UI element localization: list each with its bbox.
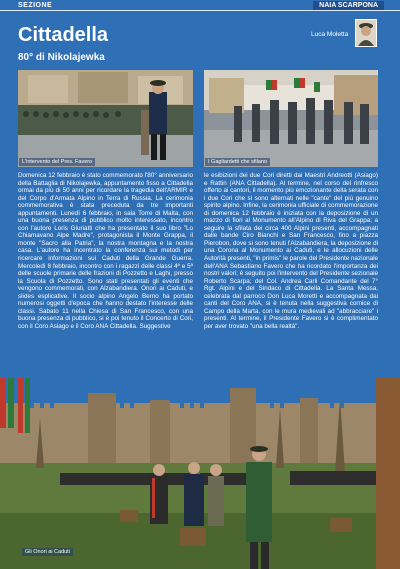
article-title: Cittadella xyxy=(18,24,109,46)
author-avatar xyxy=(355,19,377,47)
column-badge: NAIA SCARPONA xyxy=(313,1,384,10)
photo-honors xyxy=(0,378,400,569)
column-1-text: Domenica 12 febbraio è stato commemorato l'80° anniversario della Battaglia di Nikolajewka, appuntamento fisso a Cittadella ormai da più di 50 anni per ricordare la tragedia dell'ARMIR e del Corpo d'Armata Alpino in Terra di Russia. La cerimonia commemorativa è stata preceduta da tre importanti appuntamenti. Lunedì 6 febbraio, in sala Torre di Malta, con una buona presenza di pubblico molto interessato, incontro con l'autore Loris Giuriatti che ha presentato il suo libro "Lo Chiamavano Alpe Madre", protagonista il Monte Grappa, il monte "Sacro alla Patria", la nostra montagna e la nostra casa. L'autore ha incentrato la conferenza sui metodi per ricercare informazioni sui Caduti della Grande Guerra. Mercoledì 8 febbraio, incontro con i ragazzi delle classi 4ª e 5ª delle scuole primarie delle frazioni di Pozzetto e Laghi, presso la Scuola di Pozzetto. Sono stati presentati gli eventi che vengono commemorati, con Alzabandiera. Onori ai Caduti, e slides esplicative. Il socio alpino Angelo Berno ha portato numerosi oggetti d'epoca che hanno destato l'interesse delle classi. Sabato 11 nella Chiesa di San Francesco, con una buona presenza di pubblico, si è poi tenuto il Concerto di Cori, con il Coro Asiago e il Coro ANA Cittadella. Suggestive xyxy=(18,172,193,330)
caption-speech: L'intervento del Pres. Favero xyxy=(19,158,95,166)
column-2-text: le esibizioni dei due Cori diretti dai Maestri Andreotti (Asiago) e Rattin (ANA Cittadella). Al termine, nel corso del rinfresco offerto ai cantori, il momento più emozionante della serata con i due Cori che si sono alternati nelle "cante" del più genuino spirito alpino. Infine, la cerimonia ufficiale di commemorazione di domenica 12 febbraio è iniziata con la deposizione di un mazzo di fiori al Monumento all'Alpino di Riva del Grappa; a seguire la sfilata dei circa 400 Alpini presenti, accompagnati dalle bande Ciro Bianchi e San Francesco, fino a piazza Pierobon, dove si sono tenuti l'Alzabandiera, la deposizione di una Corona al Monumento ai Caduti, e le allocuzioni delle Autorità presenti, "in primis" le parole del Presidente nazionale dell'ANA Sebastiano Favero che ha ricordato l'importanza dei nostri valori; è seguito poi l'intervento del Presidente sezionale Roberto Scarpa; del Col. Andrea Carli Comandante del 7° Rgt. Alpini e del Sindaco di Cittadella. La Santa Messa, celebrata dal parroco Don Luca Moretti e accompagnata dai canti del Coro ANA, si è tenuta nella suggestiva cornice di Campo della Marta, con le mura medievali ad "abbracciare" i presenti. Al termine, il Presidente Favero si è complimentato per aver trovato "una bella realtà". xyxy=(204,172,378,330)
caption-parade: I Gagliardetti che sfilano xyxy=(205,158,270,166)
photo-parade xyxy=(204,70,378,167)
header-rule xyxy=(0,10,400,11)
photo-speech xyxy=(18,70,193,167)
page-header xyxy=(0,0,400,12)
caption-honors: Gli Onori ai Caduti xyxy=(22,548,73,556)
author-name: Luca Moletta xyxy=(311,31,349,38)
article-column-2 xyxy=(204,172,378,375)
section-label: SEZIONE xyxy=(18,2,53,9)
article-subtitle: 80° di Nikolajewka xyxy=(18,52,105,63)
article-column-1 xyxy=(18,172,193,375)
